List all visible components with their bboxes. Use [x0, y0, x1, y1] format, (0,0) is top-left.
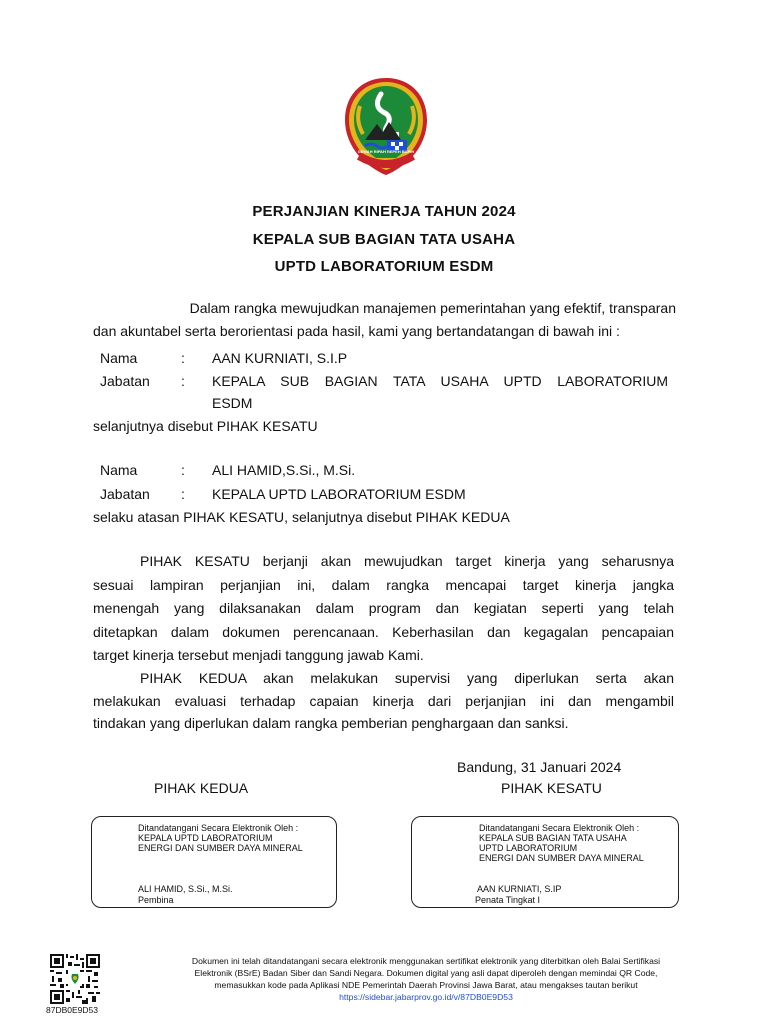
logo-motto: GEMAH RIPAH REPEH RAPIH [357, 149, 415, 154]
body-p2-line-2: melakukan evaluasi terhadap capaian kinerja dari perjanjian ini dan mengambil [93, 693, 674, 709]
pihak-kedua-heading: PIHAK KEDUA [154, 780, 249, 796]
sign-left-signer-name: ALI HAMID, S.Si., M.Si. [138, 884, 233, 894]
qr-code-id: 87DB0E9D53 [46, 1005, 98, 1015]
party1-position-label: Jabatan [100, 373, 150, 389]
document-title-line-3: UPTD LABORATORIUM ESDM [274, 258, 494, 275]
party1-name-label: Nama [100, 350, 138, 366]
party2-position-value: KEPALA UPTD LABORATORIUM ESDM [212, 486, 466, 502]
pihak-kesatu-heading: PIHAK KESATU [501, 780, 602, 796]
party1-position-value-line-1: KEPALA SUB BAGIAN TATA USAHA UPTD LABORATORIUM [212, 373, 668, 389]
footer-line-3: memasukkan kode pada Aplikasi NDE Pemerintah Daerah Provinsi Jawa Barat, atau mengakses tautan berikut [214, 980, 638, 990]
sign-left-line-2: KEPALA UPTD LABORATORIUM [138, 833, 273, 843]
party2-name-colon: : [181, 462, 185, 478]
party1-name-value: AAN KURNIATI, S.I.P [212, 350, 348, 366]
footer-line-1: Dokumen ini telah ditandatangani secara elektronik menggunakan sertifikat elektronik yang diterbitkan oleh Balai Sertifikasi [191, 956, 661, 966]
sign-right-signer-rank: Penata Tingkat I [475, 895, 541, 905]
party2-position-label: Jabatan [100, 486, 150, 502]
sign-right-signer-name: AAN KURNIATI, S.IP [477, 884, 562, 894]
party2-name-label: Nama [100, 462, 138, 478]
signature-box-pihak-kedua [91, 816, 337, 908]
body-p1-line-2: sesuai lampiran perjanjian ini, dalam rangka mencapai target kinerja jangka [93, 577, 674, 593]
sign-right-line-3: UPTD LABORATORIUM [479, 843, 578, 853]
sign-left-line-1: Ditandatangani Secara Elektronik Oleh : [138, 823, 299, 833]
qr-code[interactable] [50, 954, 100, 1004]
intro-line-1: Dalam rangka mewujudkan manajemen pemerintahan yang efektif, transparan [189, 300, 676, 316]
intro-line-2: dan akuntabel serta berorientasi pada hasil, kami yang bertandatangan di bawah ini : [93, 323, 620, 339]
verification-link[interactable]: https://sidebar.jabarprov.go.id/v/87DB0E9D53 [339, 992, 513, 1002]
document-title-line-2: KEPALA SUB BAGIAN TATA USAHA [252, 231, 516, 248]
sign-left-line-3: ENERGI DAN SUMBER DAYA MINERAL [138, 843, 303, 853]
body-p2-line-1: PIHAK KEDUA akan melakukan supervisi yang diperlukan serta akan [140, 670, 674, 686]
document-title-line-1: PERJANJIAN KINERJA TAHUN 2024 [252, 203, 516, 220]
party1-name-colon: : [181, 350, 185, 366]
body-p1-line-1: PIHAK KESATU berjanji akan mewujudkan target kinerja yang seharusnya [140, 553, 674, 569]
sign-right-line-2: KEPALA SUB BAGIAN TATA USAHA [479, 833, 627, 843]
party1-position-value-line-2: ESDM [212, 395, 253, 411]
body-p1-line-3: menengah yang dilaksanakan dalam program dan kegiatan seperti yang telah [93, 600, 674, 616]
signature-box-pihak-kesatu [411, 816, 679, 908]
sign-right-line-4: ENERGI DAN SUMBER DAYA MINERAL [479, 853, 644, 863]
west-java-coat-of-arms-logo [343, 76, 429, 176]
sign-left-signer-rank: Pembina [138, 895, 174, 905]
party2-designation: selaku atasan PIHAK KESATU, selanjutnya disebut PIHAK KEDUA [93, 509, 510, 525]
place-date: Bandung, 31 Januari 2024 [457, 759, 622, 775]
footer-line-2: Elektronik (BSrE) Badan Siber dan Sandi Negara. Dokumen digital yang asli dapat diperoleh dengan memindai QR Code, [194, 968, 658, 978]
party2-name-value: ALI HAMID,S.Si., M.Si. [212, 462, 356, 478]
sign-right-line-1: Ditandatangani Secara Elektronik Oleh : [479, 823, 640, 833]
body-p2-line-3: tindakan yang diperlukan dalam rangka pemberian penghargaan dan sanksi. [93, 715, 569, 731]
body-p1-line-5: target kinerja tersebut menjadi tanggung jawab Kami. [93, 647, 424, 663]
party1-designation: selanjutnya disebut PIHAK KESATU [93, 418, 318, 434]
body-p1-line-4: ditetapkan dalam dokumen perencanaan. Keberhasilan dan kegagalan pencapaian [93, 624, 674, 640]
party2-position-colon: : [181, 486, 185, 502]
party1-position-colon: : [181, 373, 185, 389]
